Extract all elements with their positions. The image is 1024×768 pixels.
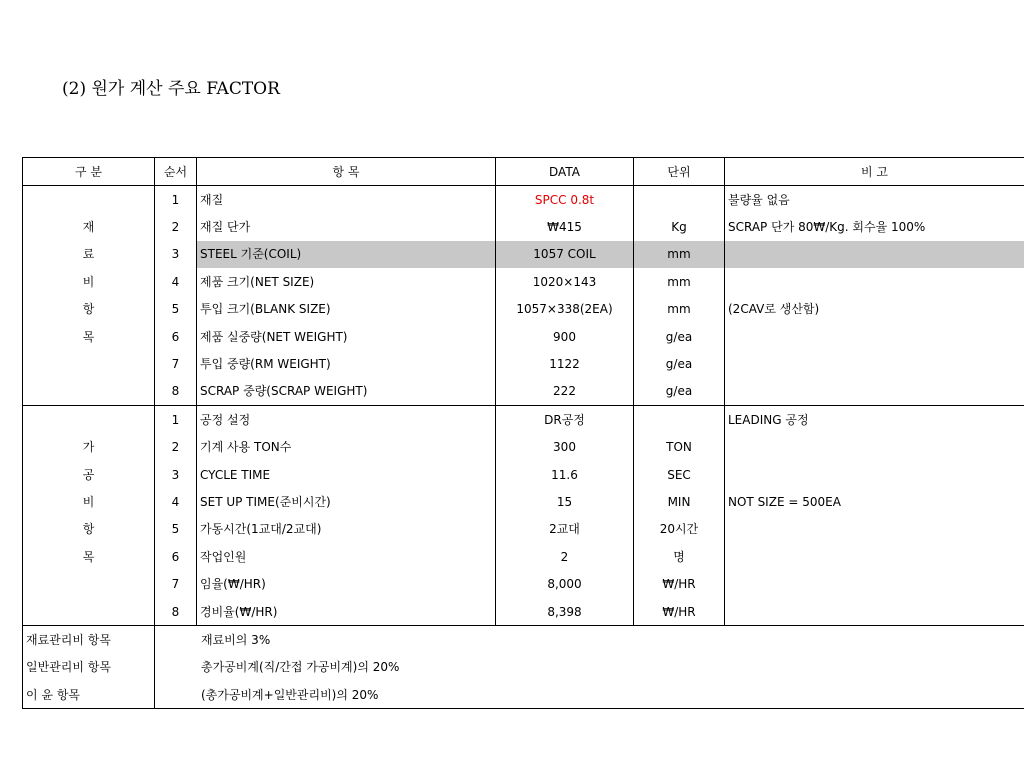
processing-group-label: 비: [23, 488, 155, 515]
processing-item-cell: 경비율(₩/HR): [197, 598, 496, 626]
processing-group-label: [23, 570, 155, 597]
page-title: (2) 원가 계산 주요 FACTOR: [62, 79, 280, 99]
material-group-label: [23, 378, 155, 406]
material-row: [23, 241, 1024, 268]
header-category: 구 분: [23, 158, 155, 186]
footer-text: (총가공비계+일반관리비)의 20%: [155, 681, 1024, 709]
material-seq-cell: 1: [155, 186, 197, 214]
footer-text: 재료비의 3%: [155, 626, 1024, 654]
material-seq-cell: 3: [155, 241, 197, 268]
material-group-label: 목: [23, 323, 155, 350]
footer-row: [23, 654, 1024, 681]
header-seq: 순서: [155, 158, 197, 186]
processing-unit-cell: TON: [634, 434, 725, 461]
material-row: [23, 213, 1024, 240]
material-data-cell: 1057 COIL: [496, 241, 634, 268]
material-unit-cell: g/ea: [634, 323, 725, 350]
material-unit-cell: g/ea: [634, 350, 725, 377]
processing-item-cell: 기계 사용 TON수: [197, 434, 496, 461]
processing-unit-cell: MIN: [634, 488, 725, 515]
material-item-cell: 재질 단가: [197, 213, 496, 240]
material-remark-cell: 불량율 없음: [725, 186, 1024, 214]
material-remark-cell: [725, 241, 1024, 268]
material-remark-cell: [725, 378, 1024, 406]
material-remark-cell: SCRAP 단가 80₩/Kg. 회수율 100%: [725, 213, 1024, 240]
processing-data-cell: 300: [496, 434, 634, 461]
material-data-cell: 1020×143: [496, 268, 634, 295]
material-seq-cell: 8: [155, 378, 197, 406]
processing-remark-cell: [725, 543, 1024, 570]
material-row: [23, 323, 1024, 350]
material-group-label: [23, 350, 155, 377]
header-unit: 단위: [634, 158, 725, 186]
processing-unit-cell: ₩/HR: [634, 598, 725, 626]
material-item-cell: SCRAP 중량(SCRAP WEIGHT): [197, 378, 496, 406]
processing-unit-cell: 20시간: [634, 516, 725, 543]
processing-remark-cell: [725, 434, 1024, 461]
processing-remark-cell: NOT SIZE = 500EA: [725, 488, 1024, 515]
material-seq-cell: 6: [155, 323, 197, 350]
processing-item-cell: 가동시간(1교대/2교대): [197, 516, 496, 543]
processing-data-cell: 2교대: [496, 516, 634, 543]
processing-unit-cell: ₩/HR: [634, 570, 725, 597]
processing-seq-cell: 3: [155, 461, 197, 488]
material-item-cell: 투입 중량(RM WEIGHT): [197, 350, 496, 377]
material-row: [23, 268, 1024, 295]
processing-seq-cell: 6: [155, 543, 197, 570]
processing-remark-cell: [725, 516, 1024, 543]
processing-unit-cell: 명: [634, 543, 725, 570]
processing-row: [23, 543, 1024, 570]
material-data-cell: ₩415: [496, 213, 634, 240]
material-seq-cell: 5: [155, 296, 197, 323]
processing-group-label: 가: [23, 434, 155, 461]
cost-factor-table: [22, 157, 1024, 709]
processing-data-cell: 11.6: [496, 461, 634, 488]
processing-remark-cell: [725, 570, 1024, 597]
material-row: [23, 378, 1024, 406]
processing-data-cell: 15: [496, 488, 634, 515]
material-seq-cell: 2: [155, 213, 197, 240]
material-group-label: [23, 186, 155, 214]
material-seq-cell: 7: [155, 350, 197, 377]
material-remark-cell: [725, 350, 1024, 377]
processing-item-cell: 공정 설정: [197, 406, 496, 434]
material-item-cell: 재질: [197, 186, 496, 214]
footer-label: 재료관리비 항목: [23, 626, 155, 654]
processing-seq-cell: 5: [155, 516, 197, 543]
material-group-label: 비: [23, 268, 155, 295]
processing-data-cell: 8,398: [496, 598, 634, 626]
processing-data-cell: 8,000: [496, 570, 634, 597]
material-unit-cell: mm: [634, 296, 725, 323]
material-data-cell: 900: [496, 323, 634, 350]
processing-data-cell: 2: [496, 543, 634, 570]
header-data: DATA: [496, 158, 634, 186]
material-item-cell: 투입 크기(BLANK SIZE): [197, 296, 496, 323]
material-remark-cell: [725, 268, 1024, 295]
processing-group-label: 항: [23, 516, 155, 543]
processing-remark-cell: [725, 461, 1024, 488]
material-remark-cell: (2CAV로 생산함): [725, 296, 1024, 323]
processing-seq-cell: 2: [155, 434, 197, 461]
footer-row: [23, 626, 1024, 654]
material-group-label: 재: [23, 213, 155, 240]
header-row: [23, 158, 1024, 186]
material-unit-cell: g/ea: [634, 378, 725, 406]
material-unit-cell: [634, 186, 725, 214]
processing-item-cell: 임율(₩/HR): [197, 570, 496, 597]
processing-group-label: [23, 598, 155, 626]
processing-row: [23, 516, 1024, 543]
processing-item-cell: SET UP TIME(준비시간): [197, 488, 496, 515]
processing-row: [23, 406, 1024, 434]
material-data-cell: SPCC 0.8t: [496, 186, 634, 214]
material-item-cell: 제품 크기(NET SIZE): [197, 268, 496, 295]
processing-row: [23, 461, 1024, 488]
processing-seq-cell: 7: [155, 570, 197, 597]
processing-group-label: 공: [23, 461, 155, 488]
material-unit-cell: Kg: [634, 213, 725, 240]
material-remark-cell: [725, 323, 1024, 350]
material-group-label: 료: [23, 241, 155, 268]
header-item: 항 목: [197, 158, 496, 186]
processing-remark-cell: LEADING 공정: [725, 406, 1024, 434]
processing-seq-cell: 1: [155, 406, 197, 434]
processing-group-label: 목: [23, 543, 155, 570]
processing-item-cell: 작업인원: [197, 543, 496, 570]
material-seq-cell: 4: [155, 268, 197, 295]
material-group-label: 항: [23, 296, 155, 323]
material-unit-cell: mm: [634, 241, 725, 268]
material-data-cell: 222: [496, 378, 634, 406]
material-data-cell: 1122: [496, 350, 634, 377]
processing-seq-cell: 8: [155, 598, 197, 626]
processing-remark-cell: [725, 598, 1024, 626]
processing-row: [23, 598, 1024, 626]
processing-row: [23, 570, 1024, 597]
processing-unit-cell: SEC: [634, 461, 725, 488]
footer-label: 일반관리비 항목: [23, 654, 155, 681]
material-item-cell: STEEL 기준(COIL): [197, 241, 496, 268]
header-remark: 비 고: [725, 158, 1024, 186]
material-item-cell: 제품 실중량(NET WEIGHT): [197, 323, 496, 350]
material-row: [23, 350, 1024, 377]
processing-unit-cell: [634, 406, 725, 434]
material-row: [23, 296, 1024, 323]
processing-seq-cell: 4: [155, 488, 197, 515]
processing-group-label: [23, 406, 155, 434]
footer-label: 이 윤 항목: [23, 681, 155, 709]
material-unit-cell: mm: [634, 268, 725, 295]
processing-row: [23, 434, 1024, 461]
footer-text: 총가공비계(직/간접 가공비계)의 20%: [155, 654, 1024, 681]
processing-item-cell: CYCLE TIME: [197, 461, 496, 488]
material-row: [23, 186, 1024, 214]
processing-data-cell: DR공정: [496, 406, 634, 434]
processing-row: [23, 488, 1024, 515]
footer-row: [23, 681, 1024, 709]
material-data-cell: 1057×338(2EA): [496, 296, 634, 323]
